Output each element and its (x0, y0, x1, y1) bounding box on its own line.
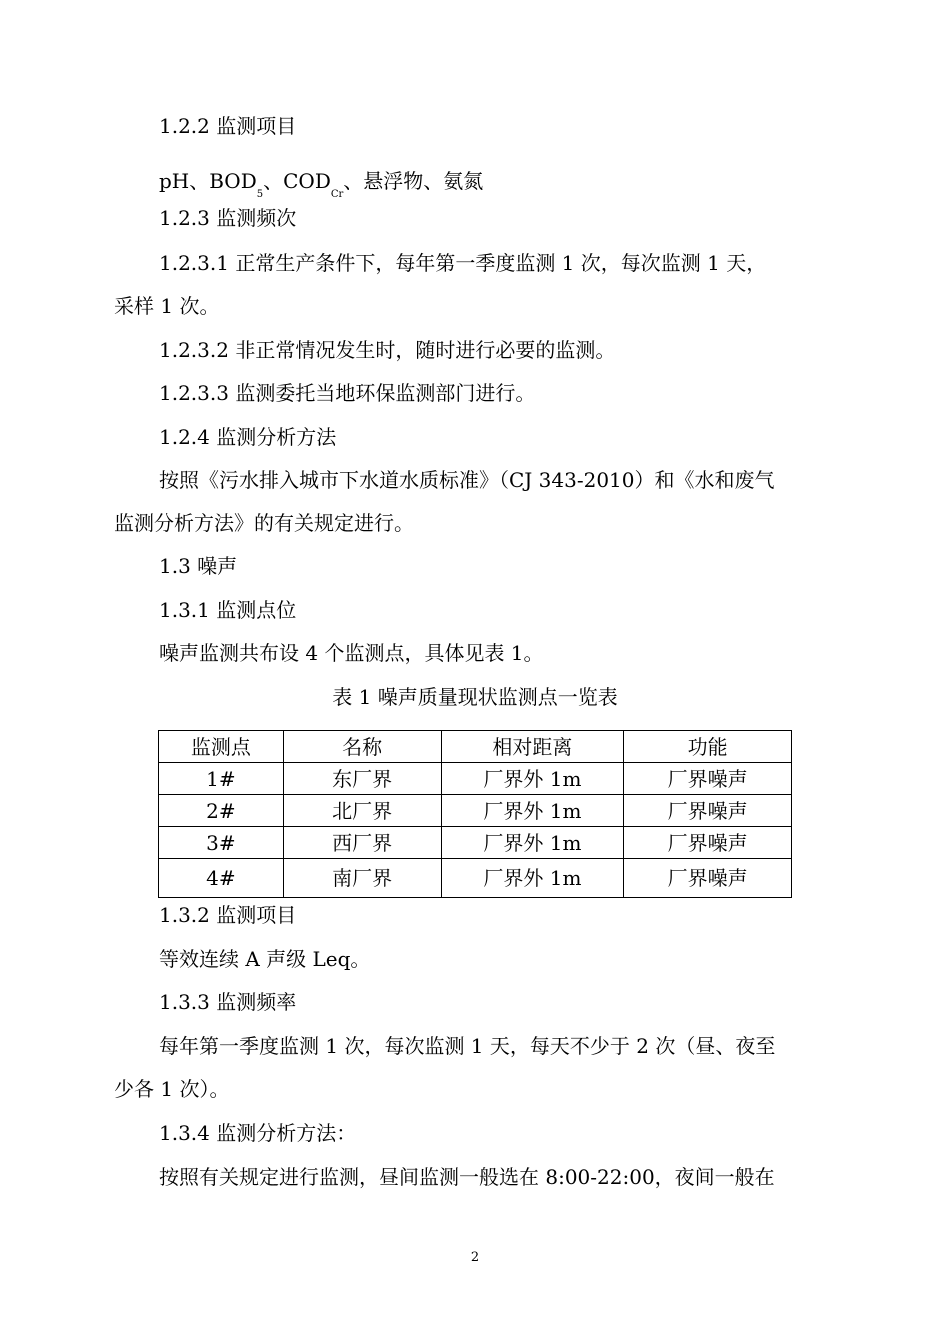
para-1-2-3-3: 1.2.3.3 监测委托当地环保监测部门进行。 (159, 381, 536, 405)
cod-subscript: Cr (330, 189, 344, 200)
para-1-2-4: 按照《污水排入城市下水道水质标准》（CJ 343-2010）和《水和废气 (159, 468, 775, 492)
table-cell: 厂界噪声 (624, 859, 792, 898)
para-1-3-2: 等效连续 A 声级 Leq。 (159, 947, 371, 971)
table-caption: 表 1 噪声质量现状监测点一览表 (332, 685, 618, 709)
table-cell: 厂界外 1m (441, 827, 624, 859)
table-cell: 4# (159, 859, 284, 898)
para-1-3-1: 噪声监测共布设 4 个监测点，具体见表 1。 (159, 641, 544, 665)
monitoring-points-table (158, 730, 792, 898)
table-header-cell: 功能 (624, 731, 792, 763)
page-number: 2 (470, 1250, 480, 1265)
table-row (159, 795, 792, 827)
para-1-2-3-1: 1.2.3.1 正常生产条件下，每年第一季度监测 1 次，每次监测 1 天， (159, 251, 767, 275)
heading-1-3-2: 1.3.2 监测项目 (159, 903, 297, 927)
table-cell: 厂界外 1m (441, 859, 624, 898)
table-header-row (159, 731, 792, 763)
table-cell: 西厂界 (283, 827, 441, 859)
table-cell: 厂界外 1m (441, 795, 624, 827)
table-row (159, 763, 792, 795)
table-cell: 3# (159, 827, 284, 859)
table-cell: 厂界噪声 (624, 795, 792, 827)
para-1-2-3-2: 1.2.3.2 非正常情况发生时，随时进行必要的监测。 (159, 338, 616, 362)
table-cell: 北厂界 (283, 795, 441, 827)
para-1-2-4-cont: 监测分析方法》的有关规定进行。 (114, 511, 414, 535)
table-cell: 1# (159, 763, 284, 795)
para-1-3-3: 每年第一季度监测 1 次，每次监测 1 天，每天不少于 2 次（昼、夜至 (159, 1034, 776, 1058)
table-row (159, 827, 792, 859)
heading-1-2-3: 1.2.3 监测频次 (159, 206, 297, 230)
bod-subscript: 5 (256, 189, 264, 200)
para-1-2-3-1-cont: 采样 1 次。 (114, 294, 220, 318)
table-header-cell: 监测点 (159, 731, 284, 763)
heading-1-3-1: 1.3.1 监测点位 (159, 598, 297, 622)
table-cell: 南厂界 (283, 859, 441, 898)
heading-1-2-2: 1.2.2 监测项目 (159, 114, 297, 138)
table-row (159, 859, 792, 898)
monitoring-items-line: pH、$BOD_5$、$COD_{Cr}$、悬浮物、氨氮 (159, 169, 484, 200)
table-cell: 厂界噪声 (624, 827, 792, 859)
heading-1-3-3: 1.3.3 监测频率 (159, 990, 297, 1014)
heading-1-3-4: 1.3.4 监测分析方法： (159, 1121, 357, 1145)
table-header-cell: 相对距离 (441, 731, 624, 763)
heading-1-3: 1.3 噪声 (159, 554, 238, 578)
table-cell: 2# (159, 795, 284, 827)
table-cell: 厂界噪声 (624, 763, 792, 795)
para-1-3-4: 按照有关规定进行监测，昼间监测一般选在 8:00-22:00，夜间一般在 (159, 1165, 775, 1189)
table-header-cell: 名称 (283, 731, 441, 763)
table-cell: 厂界外 1m (441, 763, 624, 795)
para-1-3-3-cont: 少各 1 次）。 (114, 1077, 230, 1101)
table-cell: 东厂界 (283, 763, 441, 795)
heading-1-2-4: 1.2.4 监测分析方法 (159, 425, 337, 449)
